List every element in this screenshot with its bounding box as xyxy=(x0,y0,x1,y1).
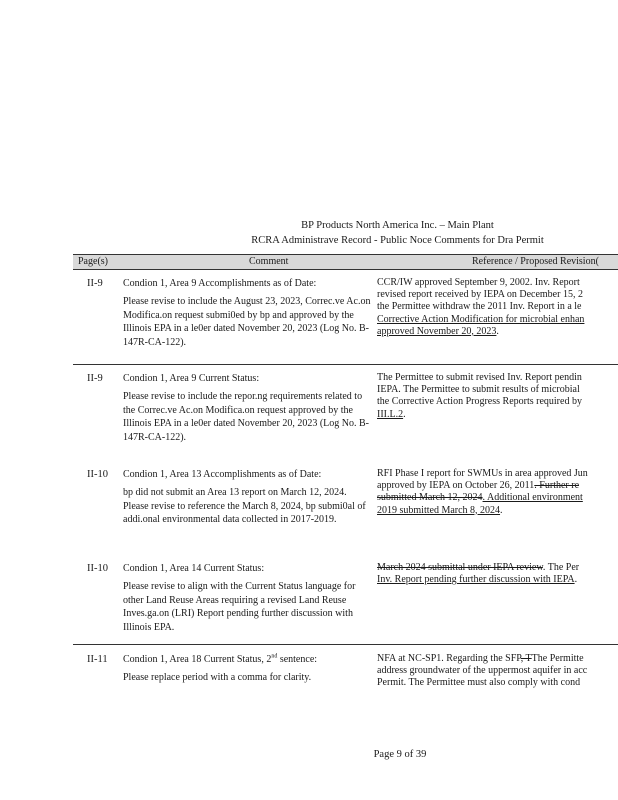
ref-line: RFI Phase I report for SWMUs in area approved Jun xyxy=(377,468,588,479)
comment-body: Please revise to include the August 23, 2023, Correc.ve Ac.on Modifica.on request submi0ed by bp and approved by the Illinois EPA in a le0er dated November 20, 2023 (Log No. B-147R-CA-122). xyxy=(123,296,371,348)
ref-text: . The Per xyxy=(542,562,580,573)
row-comment xyxy=(123,653,371,685)
comments-table xyxy=(73,254,618,705)
ref-deleted: . Further re xyxy=(534,480,580,492)
row-comment xyxy=(123,372,371,444)
comment-title: Condion 1, Area 18 Current Status, 2nd sentence: xyxy=(123,653,318,665)
ref-line: revised report received by IEPA on December 15, 2 xyxy=(377,289,583,301)
comment-body: Please revise to align with the Current Status language for other Land Reuse Areas requiring a revised Land Reuse Inves.ga.on (LRI) Report pending further discussion with Illinois EPA. xyxy=(123,581,356,633)
row-reference xyxy=(377,277,618,338)
row-page: II-10 xyxy=(87,563,108,574)
ref-line: Permit. The Permittee must also comply with cond xyxy=(377,677,581,689)
ref-inserted: Inv. Report pending further discussion with IEPA xyxy=(377,574,575,586)
ref-text: NFA at NC-SP1. Regarding the SFP xyxy=(377,653,521,664)
ref-deleted: March 2024 submittal under IEPA review xyxy=(377,562,543,573)
ref-line: CCR/IW approved September 9, 2002. Inv. Report xyxy=(377,277,580,288)
table-header-row xyxy=(73,254,618,270)
ref-punct: . xyxy=(403,408,406,420)
ref-line-inserted: approved November 20, 2023 xyxy=(377,325,497,337)
ref-text: The Permitte xyxy=(531,653,584,664)
ref-deleted: , T xyxy=(520,653,532,664)
table-row xyxy=(73,461,618,555)
header-record-title: RCRA Administrave Record - Public Noce Comments for Dra Permit xyxy=(251,235,544,246)
comment-title: Condion 1, Area 9 Accomplishments as of Date: xyxy=(123,278,317,289)
row-page: II-11 xyxy=(87,654,108,665)
header-company: BP Products North America Inc. – Main Plant xyxy=(301,220,494,231)
ref-line: the Corrective Action Progress Reports required by xyxy=(377,396,582,408)
page-number: Page 9 of 39 xyxy=(373,749,427,760)
row-comment xyxy=(123,562,371,634)
table-row xyxy=(73,270,618,365)
ref-punct: . xyxy=(496,325,499,337)
comment-title: Condion 1, Area 9 Current Status: xyxy=(123,373,260,384)
ref-line: the Permittee withdraw the 2011 Inv. Report in a le xyxy=(377,301,582,313)
comment-title: Condion 1, Area 14 Current Status: xyxy=(123,563,265,574)
col-header-reference: Reference / Proposed Revision( xyxy=(472,256,599,267)
ref-line-inserted: Corrective Action Modification for microbial enhan xyxy=(377,313,585,325)
ref-text: approved by IEPA on October 26, 2011 xyxy=(377,480,535,492)
col-header-comment: Comment xyxy=(249,256,289,267)
table-row xyxy=(73,365,618,461)
row-comment xyxy=(123,468,371,527)
ref-punct: . xyxy=(500,504,503,516)
row-comment xyxy=(123,277,371,349)
row-reference xyxy=(377,562,618,586)
row-page: II-9 xyxy=(87,373,103,384)
ref-deleted: submitted March 12, 2024 xyxy=(377,492,483,504)
ref-punct: . xyxy=(574,574,578,586)
comment-body: bp did not submit an Area 13 report on March 12, 2024. Please revise to reference the March 8, 2024, bp submi0al of addi.onal environmental data collected in 2017-2019. xyxy=(123,487,366,526)
row-reference xyxy=(377,468,618,517)
ref-line-inserted: III.L.2 xyxy=(377,408,404,420)
row-page: II-9 xyxy=(87,278,103,289)
col-header-page: Page(s) xyxy=(78,256,108,267)
comment-body: Please revise to include the repor.ng requirements related to the Correc.ve Ac.on Modifica.on request approved by the Illinois EPA in a le0er dated November 20, 2023 (Log No. B-147R-CA-122). xyxy=(123,391,369,443)
table-row xyxy=(73,645,618,705)
table-row xyxy=(73,555,618,645)
comment-title: Condion 1, Area 13 Accomplishments as of Date: xyxy=(123,469,322,480)
ref-line: The Permittee to submit revised Inv. Report pendin xyxy=(377,372,582,383)
document-header xyxy=(0,218,618,248)
ref-inserted: 2019 submitted March 8, 2024 xyxy=(377,504,501,516)
comment-body: Please replace period with a comma for clarity. xyxy=(123,672,312,684)
row-page: II-10 xyxy=(87,469,108,480)
ref-line: IEPA. The Permittee to submit results of microbial xyxy=(377,384,580,396)
ref-line: address groundwater of the uppermost aquifer in acc xyxy=(377,665,588,677)
row-reference xyxy=(377,653,618,690)
ref-inserted: . Additional environment xyxy=(482,492,583,504)
row-reference xyxy=(377,372,618,421)
